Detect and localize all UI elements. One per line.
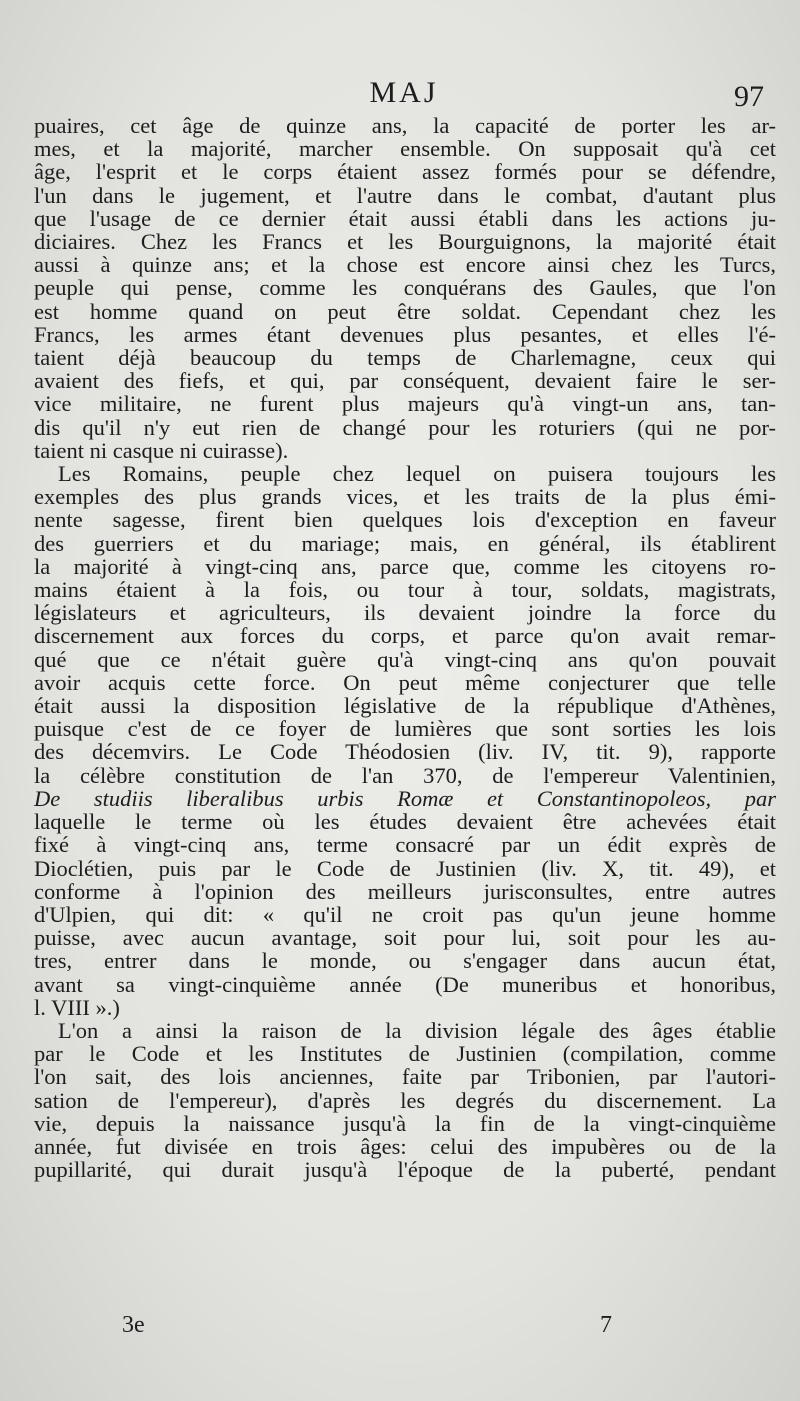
text-line: avoir acquis cette force. On peut même conjecturer que telle [34, 669, 776, 695]
text-line: aussi à quinze ans; et la chose est encore ainsi chez les Turcs, [34, 252, 776, 278]
text-line: Francs, les armes étant devenues plus pesantes, et elles l'é- [34, 321, 776, 347]
running-head: MAJ [369, 76, 439, 109]
sheet-number: 7 [600, 1312, 612, 1338]
text-line: qué que ce n'était guère qu'à vingt-cinq ans qu'on pouvait [34, 646, 776, 672]
text-line: la majorité à vingt-cinq ans, parce que, comme les citoyens ro- [34, 553, 776, 579]
text-line: mains étaient à la fois, ou tour à tour, soldats, magistrats, [34, 577, 776, 603]
text-line: l'on sait, des lois anciennes, faite par Tribonien, par l'autori- [34, 1064, 776, 1090]
text-line: année, fut divisée en trois âges: celui des impubères ou de la [34, 1133, 776, 1159]
text-line: discernement aux forces du corps, et parce qu'on avait remar- [34, 623, 776, 649]
text-line: sation de l'empereur), d'après les degrés du discernement. La [34, 1087, 776, 1113]
paragraph-1 [34, 114, 776, 462]
text-line: la célèbre constitution de l'an 370, de l'empereur Valentinien, [34, 762, 776, 788]
text-line: par le Code et les Institutes de Justinien (compilation, comme [34, 1041, 776, 1067]
text-line: De studiis liberalibus urbis Romæ et Constantinopoleos, par [34, 785, 776, 811]
text-line: peuple qui pense, comme les conquérans des Gaules, que l'on [34, 275, 776, 301]
text-line: des décemvirs. Le Code Théodosien (liv. IV, tit. 9), rapporte [34, 739, 776, 765]
text-line: mes, et la majorité, marcher ensemble. On supposait qu'à cet [34, 136, 776, 162]
printer-signature: 3e [122, 1312, 145, 1338]
text-line: avaient des fiefs, et qui, par conséquent, devaient faire le ser- [34, 368, 776, 394]
text-line: était aussi la disposition législative de la république d'Athènes, [34, 693, 776, 719]
text-line: conforme à l'opinion des meilleurs jurisconsultes, entre autres [34, 878, 776, 904]
page-header [36, 76, 772, 116]
text-line: Les Romains, peuple chez lequel on puisera toujours les [58, 461, 776, 487]
text-line: L'on a ainsi la raison de la division légale des âges établie [58, 1017, 776, 1043]
text-line: puaires, cet âge de quinze ans, la capacité de porter les ar- [34, 113, 776, 138]
page-footer [34, 1312, 772, 1348]
text-line: taient déjà beaucoup du temps de Charlemagne, ceux qui [34, 345, 776, 371]
text-line: pupillarité, qui durait jusqu'à l'époque de la puberté, pendant [34, 1157, 776, 1183]
text-line: Dioclétien, puis par le Code de Justinien (liv. X, tit. 49), et [34, 855, 776, 881]
text-line: est homme quand on peut être soldat. Cependant chez les [34, 298, 776, 324]
paragraph-3 [34, 1019, 776, 1181]
text-line: fixé à vingt-cinq ans, terme consacré par un édit exprès de [34, 832, 776, 858]
text-line: puisse, avec aucun avantage, soit pour lui, soit pour les au- [34, 925, 776, 951]
text-line: dis qu'il n'y eut rien de changé pour les roturiers (qui ne por- [34, 414, 776, 440]
text-line: taient ni casque ni cuirasse). [34, 437, 289, 463]
text-line: vice militaire, ne furent plus majeurs qu'à vingt-un ans, tan- [34, 391, 776, 417]
text-line: avant sa vingt-cinquième année (De muneribus et honoribus, [34, 971, 776, 997]
text-line: exemples des plus grands vices, et les traits de la plus émi- [34, 484, 776, 510]
text-line: puisque c'est de ce foyer de lumières que sont sorties les lois [34, 716, 776, 742]
text-line: législateurs et agriculteurs, ils devaient joindre la force du [34, 600, 776, 626]
text-line: que l'usage de ce dernier était aussi établi dans les actions ju- [34, 205, 776, 231]
text-line: tres, entrer dans le monde, ou s'engager dans aucun état, [34, 948, 776, 974]
text-line: des guerriers et du mariage; mais, en général, ils établirent [34, 530, 776, 556]
page-number: 97 [734, 80, 764, 113]
paragraph-2 [34, 462, 776, 1019]
text-line: diciaires. Chez les Francs et les Bourguignons, la majorité était [34, 229, 776, 255]
text-line: l. VIII ».) [34, 994, 120, 1020]
text-line: âge, l'esprit et le corps étaient assez formés pour se défendre, [34, 159, 776, 185]
text-line: laquelle le terme où les études devaient être achevées était [34, 809, 776, 835]
text-line: nente sagesse, firent bien quelques lois d'exception en faveur [34, 507, 776, 533]
text-line: l'un dans le jugement, et l'autre dans le combat, d'autant plus [34, 182, 776, 208]
page-body [34, 114, 776, 1181]
text-line: d'Ulpien, qui dit: « qu'il ne croit pas qu'un jeune homme [34, 901, 776, 927]
text-line: vie, depuis la naissance jusqu'à la fin de la vingt-cinquième [34, 1110, 776, 1136]
